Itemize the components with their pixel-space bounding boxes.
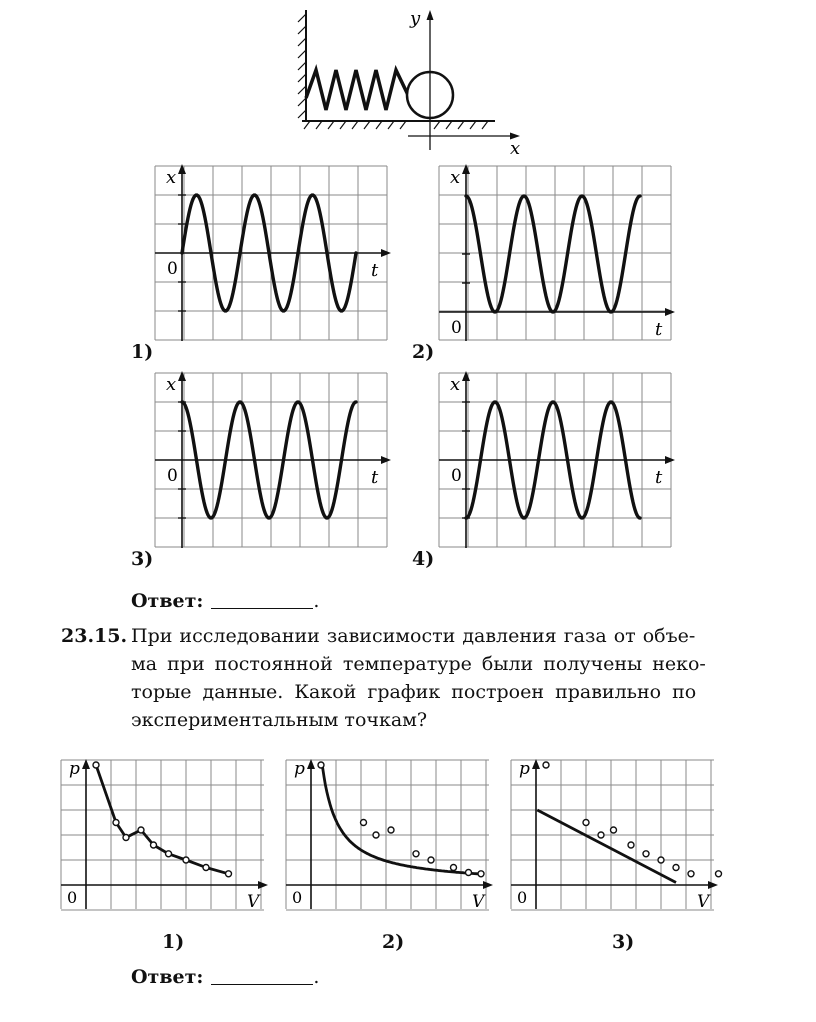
data-point	[166, 851, 172, 857]
origin-label: 0	[451, 318, 462, 338]
origin-label: 0	[67, 888, 78, 907]
wall-hatching	[298, 14, 306, 118]
answer-label: Ответ:	[131, 966, 204, 988]
t-axis-label: t	[371, 260, 379, 281]
origin-label: 0	[167, 259, 178, 279]
fit-line	[537, 810, 676, 883]
data-point	[451, 865, 457, 871]
pv-graph-1	[59, 757, 274, 912]
oscillation-graph-3	[150, 370, 396, 548]
data-point	[203, 865, 209, 871]
data-point	[466, 870, 472, 876]
x-axis-label: x	[166, 374, 177, 395]
oscillation-curve	[466, 196, 640, 312]
answer-label: Ответ:	[131, 590, 204, 612]
floor-hatching	[304, 121, 488, 129]
x-axis-label: x	[510, 138, 521, 159]
x-axis-label: x	[166, 167, 177, 188]
data-point	[628, 842, 634, 848]
pv-graph-3	[509, 757, 724, 912]
fit-line	[321, 765, 480, 874]
data-point	[611, 827, 617, 833]
origin-label: 0	[167, 466, 178, 486]
data-point	[478, 871, 484, 877]
v-axis-label: V	[697, 892, 710, 912]
p-axis-label: p	[69, 759, 80, 779]
spring	[306, 70, 408, 110]
answer-period: .	[313, 590, 320, 612]
data-point	[673, 865, 679, 871]
grid	[439, 166, 671, 340]
problem-text-line-4: экспериментальным точкам?	[131, 709, 428, 731]
answer-field[interactable]	[211, 966, 313, 985]
t-axis-label: t	[655, 467, 663, 488]
answer-row-1	[131, 587, 319, 616]
answer-field[interactable]	[211, 590, 313, 609]
data-point	[113, 820, 119, 826]
p-axis-label: p	[294, 759, 305, 779]
pv-option-2-label: 2)	[382, 931, 405, 953]
data-point	[428, 857, 434, 863]
data-point	[123, 835, 129, 841]
v-axis-label: V	[472, 892, 485, 912]
data-point	[658, 857, 664, 863]
origin-label: 0	[292, 888, 303, 907]
data-point	[361, 820, 367, 826]
problem-text-line-1: При исследовании зависимости давления газа от объе-	[131, 625, 696, 647]
data-point	[643, 851, 649, 857]
problem-number: 23.15.	[61, 625, 128, 647]
option-4-label: 4)	[412, 548, 435, 570]
oscillation-graph-2	[434, 163, 680, 341]
problem-text-line-2: ма при постоянной температуре были получены неко-	[131, 653, 706, 675]
origin-label: 0	[451, 466, 462, 486]
pv-option-3-label: 3)	[612, 931, 635, 953]
data-point	[226, 871, 232, 877]
x-axis-label: x	[450, 167, 461, 188]
data-point	[183, 857, 189, 863]
oscillation-graph-1	[150, 163, 396, 341]
oscillation-graph-4	[434, 370, 680, 548]
y-axis-label: y	[410, 8, 421, 29]
t-axis-label: t	[655, 319, 663, 340]
data-point	[138, 827, 144, 833]
spring-figure	[290, 0, 540, 160]
option-2-label: 2)	[412, 341, 435, 363]
data-point	[373, 832, 379, 838]
answer-period: .	[313, 966, 320, 988]
pv-graph-2	[284, 757, 499, 912]
grid	[61, 760, 264, 910]
data-point	[688, 871, 694, 877]
grid	[286, 760, 489, 910]
p-axis-label: p	[519, 759, 530, 779]
data-point	[583, 820, 589, 826]
x-axis-label: x	[450, 374, 461, 395]
grid	[511, 760, 714, 910]
data-point	[413, 851, 419, 857]
problem-text-line-3: торые данные. Какой график построен правильно по	[131, 681, 697, 703]
data-point	[388, 827, 394, 833]
data-point	[543, 762, 549, 768]
data-point	[93, 762, 99, 768]
option-1-label: 1)	[131, 341, 154, 363]
t-axis-label: t	[371, 467, 379, 488]
data-point	[151, 842, 157, 848]
data-point	[318, 762, 324, 768]
v-axis-label: V	[247, 892, 260, 912]
data-point	[716, 871, 722, 877]
origin-label: 0	[517, 888, 528, 907]
answer-row-2	[131, 963, 319, 992]
option-3-label: 3)	[131, 548, 154, 570]
data-point	[598, 832, 604, 838]
pv-option-1-label: 1)	[162, 931, 185, 953]
